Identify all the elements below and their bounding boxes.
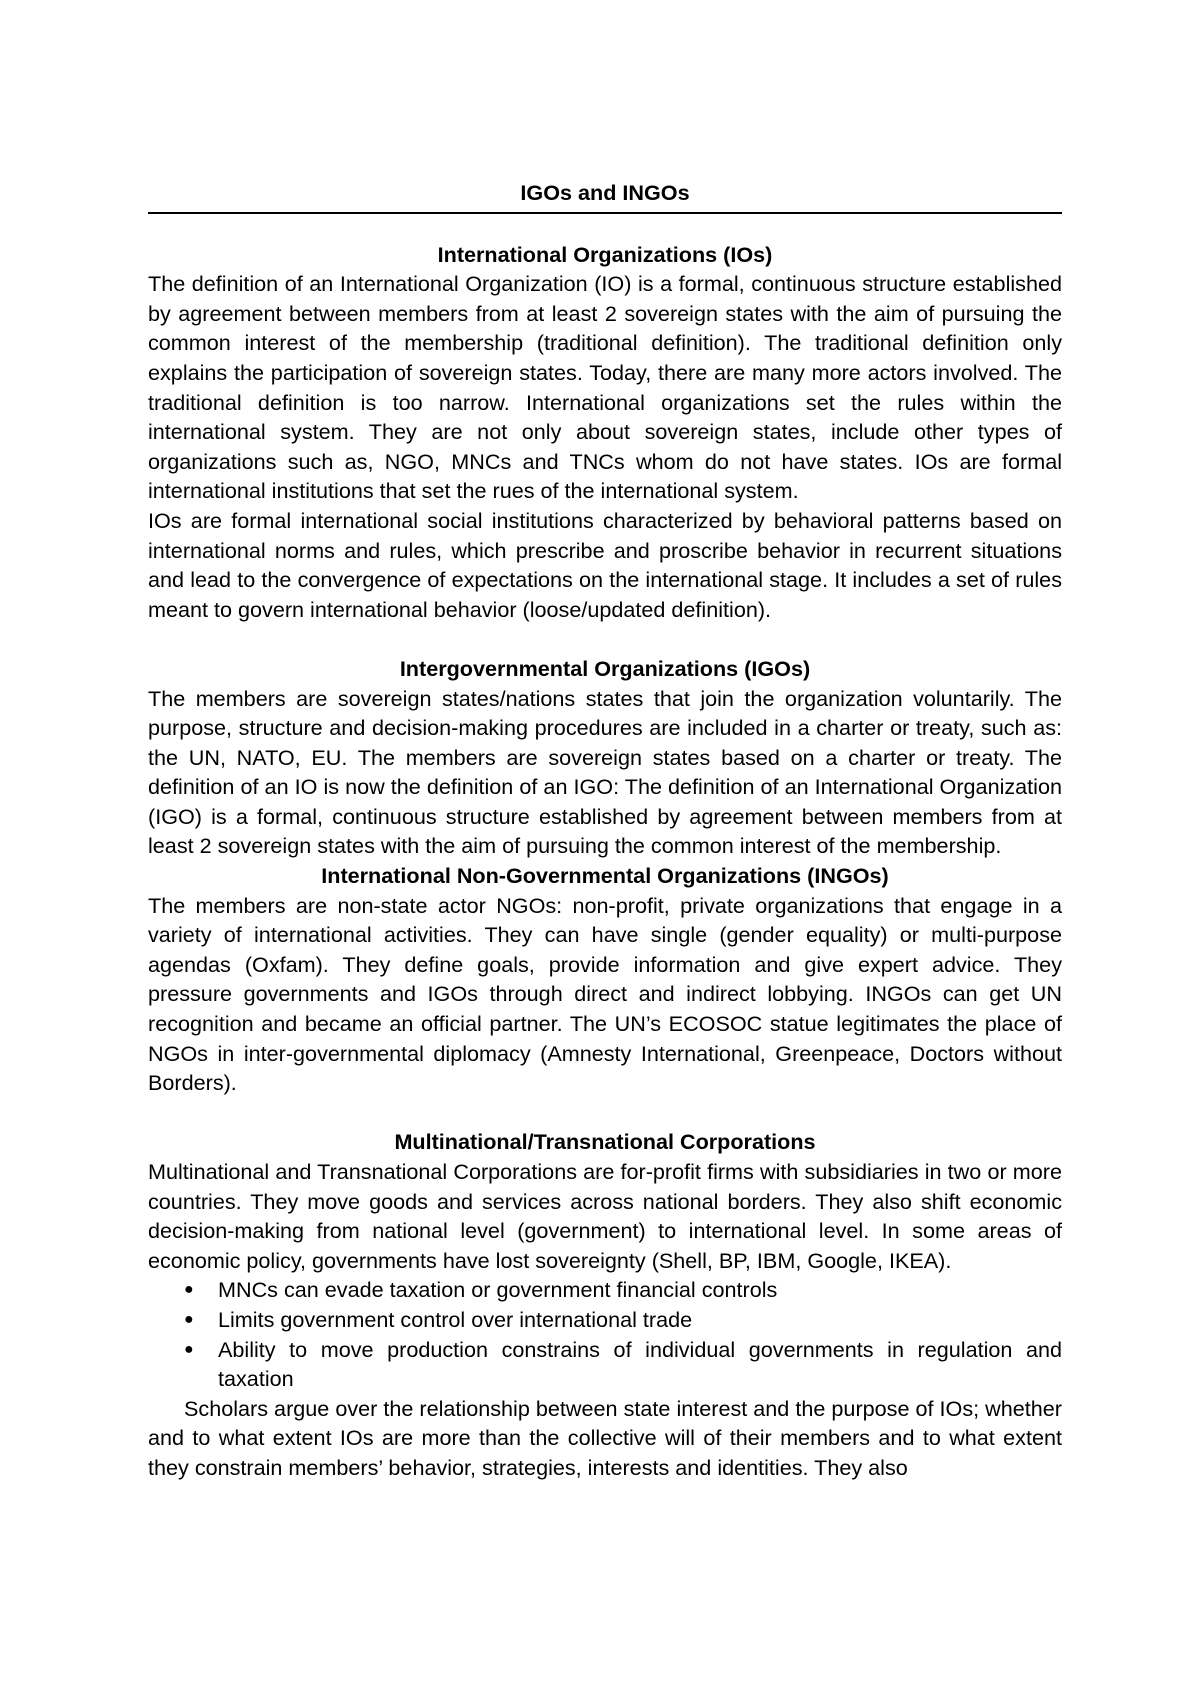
list-item-text: Limits government control over international trade [218, 1306, 693, 1332]
paragraph-io-updated-definition: IOs are formal international social institutions characterized by behavioral patterns based on international norms and rules, which prescribe and proscribe behavior in recurrent situations and lead to the convergence of expectations on the international stage. It includes a set of rules meant to govern international behavior (loose/updated definition). [148, 507, 1062, 622]
paragraph-ingo-definition: The members are non-state actor NGOs: non-profit, private organizations that engage in a variety of international activities. They can have single (gender equality) or multi-purpose agendas (Oxfam). They define goals, provide information and give expert advice. They pressure governments and IGOs through direct and indirect lobbying. INGOs can get UN recognition and became an official partner. The UN’s ECOSOC statue legitimates the place of NGOs in inter-governmental diplomacy (Amnesty International, Greenpeace, Doctors without Borders). [148, 892, 1062, 1096]
paragraph-mnc-definition: Multinational and Transnational Corporations are for-profit firms with subsidiaries in two or more countries. They move goods and services across national borders. They also shift economic decision-making from national level (government) to international level. In some areas of economic policy, governments have lost sovereignty (Shell, BP, IBM, Google, IKEA). [148, 1159, 1062, 1273]
paragraph-io-definition: The definition of an International Organization (IO) is a formal, continuous structure established by agreement between members from at least 2 sovereign states with the aim of pursuing the common interest of the membership (traditional definition). The traditional definition only explains the participation of sovereign states. Today, there are many more actors involved. The traditional definition is too narrow. International organizations set the rules within the international system. They are not only about sovereign states, include other types of organizations such as, NGO, MNCs and TNCs whom do not have states. IOs are formal international institutions that set the rues of the international system. [148, 271, 1062, 504]
bullet-icon: ● [184, 1310, 194, 1328]
bullet-icon: ● [184, 1340, 194, 1358]
bullet-icon: ● [184, 1281, 194, 1299]
document-title: IGOs and INGOs [520, 180, 690, 205]
heading-multinational-corporations: Multinational/Transnational Corporations [394, 1129, 816, 1155]
list-item [148, 1305, 1062, 1335]
heading-international-organizations: International Organizations (IOs) [437, 241, 773, 267]
list-item [148, 1275, 1062, 1305]
list-item-text: MNCs can evade taxation or government financial controls [218, 1277, 778, 1303]
paragraph-scholars-argue: Scholars argue over the relationship between state interest and the purpose of IOs; whether and to what extent IOs are more than the collective will of their members and to what extent they constrain members’ behavior, strategies, interests and identities. They also [148, 1395, 1062, 1480]
section-spacer [148, 1098, 1062, 1128]
mnc-bullet-list [148, 1275, 1062, 1393]
section-spacer [148, 624, 1062, 654]
paragraph-igo-definition: The members are sovereign states/nations states that join the organization voluntarily. The purpose, structure and decision-making procedures are included in a charter or treaty, such as: the UN, NATO, EU. The members are sovereign states based on a charter or treaty. The definition of an IO is now the definition of an IGO: The definition of an International Organization (IGO) is a formal, continuous structure established by agreement between members from at least 2 sovereign states with the aim of pursuing the common interest of the membership. [148, 685, 1062, 859]
heading-intergovernmental-organizations: Intergovernmental Organizations (IGOs) [399, 655, 811, 681]
title-underline [148, 212, 1062, 214]
list-item [148, 1335, 1062, 1394]
list-item-text: Ability to move production constrains of individual governments in regulation and taxation [218, 1336, 1062, 1392]
document-content [148, 178, 1062, 1483]
heading-ingos: International Non-Governmental Organizations (INGOs) [321, 863, 889, 889]
